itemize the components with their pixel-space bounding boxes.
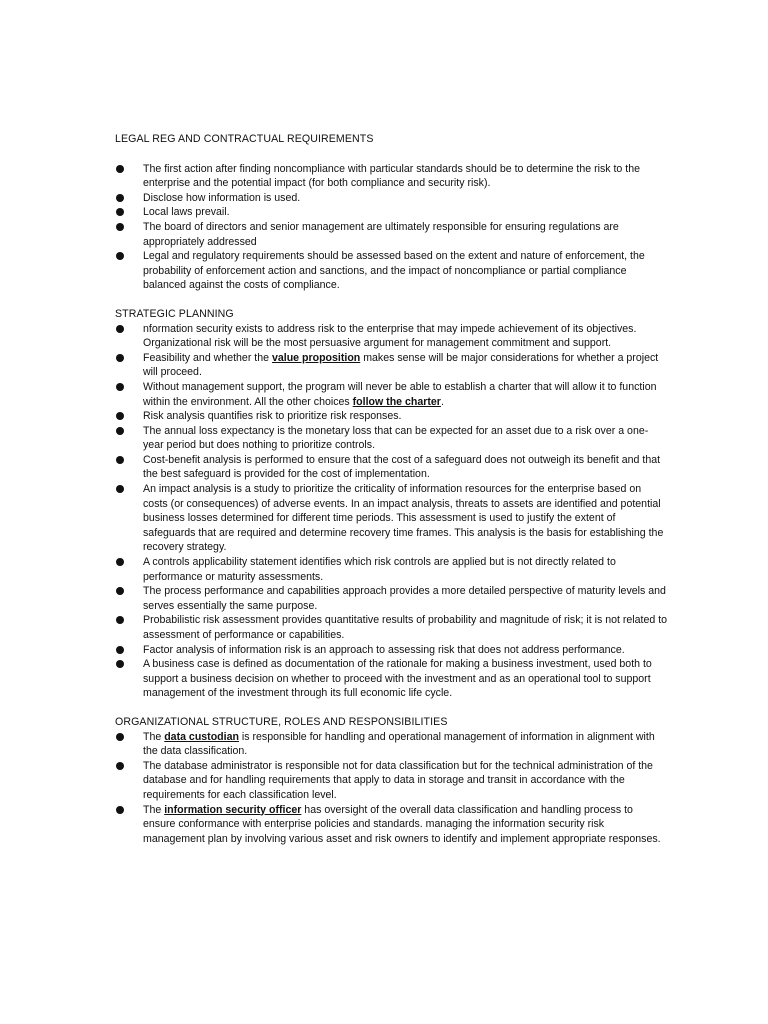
list-item [115,453,668,482]
bullet-list [115,730,668,847]
list-item [115,351,668,380]
bullet-icon [116,733,124,741]
item-text: A controls applicability statement identifies which risk controls are applied but is not directly related to performance or maturity assessments. [143,556,616,583]
item-text: Risk analysis quantifies risk to prioritize risk responses. [143,410,402,423]
item-text-pre: The [143,803,165,816]
bullet-icon [116,354,124,362]
list-item [115,205,668,220]
list-item [115,409,668,424]
item-text: Factor analysis of information risk is an approach to assessing risk that does not address performance. [143,643,625,656]
list-item [115,730,668,759]
item-text: Probabilistic risk assessment provides quantitative results of probability and magnitude of risk; it is not related to assessment of performance or capabilities. [143,614,668,641]
underlined-term: value proposition [271,351,361,364]
item-text: Cost-benefit analysis is performed to ensure that the cost of a safeguard does not outweigh its benefit and that the best safeguard is provided for the cost of implementation. [143,453,661,481]
underlined-term: data custodian [164,730,239,743]
item-text: nformation security exists to address risk to the enterprise that may impede achievement of its objectives. Organizational risk will be the most persuasive argument for management commitment and support. [143,322,637,350]
bullet-icon [116,762,124,770]
item-text-pre: Feasibility and whether the [143,351,272,364]
list-item [115,482,668,555]
bullet-icon [116,660,124,668]
bullet-icon [116,383,124,391]
section-legal [115,132,668,293]
item-text: An impact analysis is a study to prioritize the criticality of information resources for the enterprise based on costs (or consequences) of adverse events. In an impact analysis, threats to assets are identified and potential business losses determined for different time periods. This assessment is used to justify the extent of safeguards that are required and determine recovery time frames. This analysis is the basis for establishing the recovery strategy. [143,483,664,554]
bullet-icon [116,194,124,202]
bullet-icon [116,208,124,216]
list-item [115,162,668,191]
bullet-icon [116,325,124,333]
underlined-term: information security officer [164,803,302,816]
bullet-icon [116,223,124,231]
bullet-icon [116,427,124,435]
section-heading: STRATEGIC PLANNING [115,307,234,320]
item-text-post: makes sense will be major considerations for whether a project will proceed. [143,351,659,379]
bullet-icon [116,558,124,566]
list-item [115,613,668,642]
bullet-icon [116,485,124,493]
list-item [115,584,668,613]
item-text: The database administrator is responsible not for data classification but for the technical administration of the database and for handling requirements that apply to data in storage and transit in accordance with the requirements for each classification level. [143,759,653,801]
underlined-term: follow the charter [352,395,441,408]
item-text: Legal and regulatory requirements should be assessed based on the extent and nature of enforcement, the probability of enforcement action and sanctions, and the impact of noncompliance or partial compliance balanced against the costs of compliance. [143,250,645,292]
list-item [115,803,668,847]
item-text: The annual loss expectancy is the monetary loss that can be expected for an asset due to a risk over a one-year period but does nothing to prioritize controls. [143,424,649,452]
section-heading: LEGAL REG AND CONTRACTUAL REQUIREMENTS [115,133,374,145]
item-text-post: . [440,395,444,408]
item-text-pre: Without management support, the program will never be able to establish a charter that will allow it to function within the environment. All the other choices [143,380,657,408]
item-text-post: is responsible for handling and operational management of information in alignment with the data classification. [143,730,655,758]
list-item [115,380,668,409]
list-item [115,643,668,658]
list-item [115,220,668,249]
item-text: The board of directors and senior management are ultimately responsible for ensuring regulations are appropriately addressed [143,220,619,248]
item-text: A business case is defined as documentation of the rationale for making a business investment, used both to support a business decision on whether to proceed with the investment and as an operational tool to support management of the investment through its full economic life cycle. [143,658,652,700]
list-item [115,555,668,584]
bullet-icon [116,806,124,814]
bullet-icon [116,646,124,654]
bullet-icon [116,616,124,624]
bullet-list [115,162,668,293]
bullet-icon [116,587,124,595]
item-text: The process performance and capabilities approach provides a more detailed perspective of maturity levels and serves essentially the same purpose. [143,585,666,612]
item-text-pre: The [143,730,165,743]
list-item [115,759,668,803]
list-item [115,322,668,351]
bullet-list [115,322,668,701]
list-item [115,191,668,206]
bullet-icon [116,252,124,260]
list-item [115,249,668,293]
section-organizational [115,715,668,846]
item-text: Disclose how information is used. [143,191,301,204]
section-strategic [115,307,668,701]
item-text-post: has oversight of the overall data classification and handling process to ensure conformance with enterprise policies and standards. managing the information security risk management plan by involving various asset and risk owners to identify and implement appropriate responses. [143,803,661,845]
list-item [115,657,668,701]
item-text: Local laws prevail. [143,206,230,219]
bullet-icon [116,165,124,173]
list-item [115,424,668,453]
item-text: The first action after finding noncompliance with particular standards should be to determine the risk to the enterprise and the potential impact (for both compliance and security risk). [143,162,640,190]
section-heading: ORGANIZATIONAL STRUCTURE, ROLES AND RESPONSIBILITIES [115,715,448,728]
bullet-icon [116,456,124,464]
bullet-icon [116,412,124,420]
